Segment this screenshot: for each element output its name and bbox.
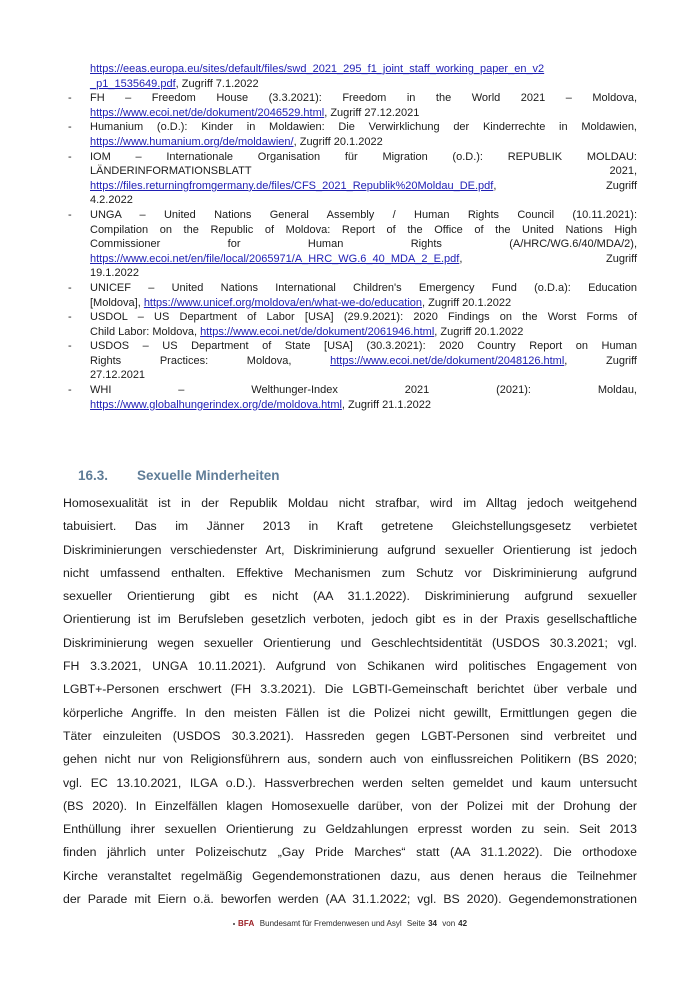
paragraph-line: (BS 2020). In Einzelfällen klagen Homosexuelle darüber, von der Polizei mit der Drohung der <box>63 798 637 813</box>
list-dash: - <box>68 121 72 134</box>
reference-item <box>68 339 637 383</box>
bfa-logo-icon <box>233 923 235 925</box>
reference-line: https://www.humanium.org/de/moldawien/, Zugriff 20.1.2022 <box>90 135 383 148</box>
footer-page-word: Seite <box>406 919 426 928</box>
paragraph-line: gehen nicht nur von Religionsführern aus, sondern auch von einflussreichen Politikern (BS 2020; <box>63 752 637 767</box>
reference-item <box>68 383 637 412</box>
reference-item <box>68 150 637 208</box>
section-number: 16.3. <box>78 468 109 483</box>
reference-link[interactable]: https://eeas.europa.eu/sites/default/files/swd_2021_295_f1_joint_staff_working_paper_en_v2 <box>90 63 545 75</box>
list-dash: - <box>68 208 72 221</box>
reference-item <box>68 281 637 310</box>
reference-line: UNGA – United Nations General Assembly / Human Rights Council (10.11.2021): <box>90 208 637 221</box>
reference-text <box>90 339 637 383</box>
paragraph-line: Kirche veranstaltet regelmäßig Gegendemonstrationen dazu, aus denen heraus die Teilnehmer <box>63 868 637 883</box>
paragraph-line: der Parade mit Eiern o.ä. beworfen werden (AA 31.1.2022; vgl. BS 2020). Gegendemonstrationen <box>63 892 637 907</box>
reference-line: _p1_1535649.pdf, Zugriff 7.1.2022 <box>90 77 259 90</box>
paragraph-line: Orientierung ist im Berufsleben gesetzlich verboten, jedoch gibt es in der Praxis gesellschaftliche <box>63 612 637 627</box>
list-dash: - <box>68 281 72 294</box>
paragraph-line: tabuisiert. Das im Jänner 2013 in Kraft getretene Gleichstellungsgesetz verbietet <box>63 519 637 534</box>
reference-line: 27.12.2021 <box>90 369 146 382</box>
reference-line: Humanium (o.D.): Kinder in Moldawien: Die Verwirklichung der Kinderrechte in Moldawien, <box>90 121 637 134</box>
reference-text <box>90 150 637 208</box>
reference-link[interactable]: https://www.ecoi.net/de/dokument/2061946.html <box>200 325 435 338</box>
reference-line: 4.2.2022 <box>90 194 133 207</box>
reference-text <box>90 208 637 281</box>
paragraph-line: Täter einzuleiten (USDOS 30.3.2021). Hassreden gegen LGBT-Personen sind verbreitet und <box>63 728 637 743</box>
paragraph-line: FH 3.3.2021, UNGA 10.11.2021). Aufgrund von Schikanen wird politisches Engagement von <box>63 659 637 674</box>
paragraph-line: vgl. EC 13.10.2021, ILGA o.D.). Hassverbrechen werden selten gemeldet und kaum untersucht <box>63 775 637 790</box>
reference-link[interactable]: _p1_1535649.pdf <box>90 77 176 90</box>
paragraph-line: Enthüllung ihrer sexuellen Orientierung zu Geldzahlungen erpresst worden zu sein. Seit 2013 <box>63 822 637 837</box>
list-dash: - <box>68 340 72 353</box>
reference-item <box>68 91 637 120</box>
paragraph-line: LGBT+-Personen erschwert (FH 3.3.2021). Die LGBTI-Gemeinschaft berichtet über verbale und <box>63 682 637 697</box>
reference-text <box>90 310 637 339</box>
reference-line: [Moldova], https://www.unicef.org/moldova/en/what-we-do/education, Zugriff 20.1.2022 <box>90 296 512 309</box>
reference-link[interactable]: https://www.globalhungerindex.org/de/moldova.html <box>90 398 342 411</box>
reference-line: Compilation on the Republic of Moldova: Report of the Office of the United Nations High <box>90 223 637 236</box>
paragraph-line: sexueller Orientierung gibt es nicht (AA 31.1.2022). Diskriminierung aufgrund sexueller <box>63 589 637 604</box>
reference-link[interactable]: https://www.ecoi.net/de/dokument/2046529.html <box>90 106 325 119</box>
paragraph-line: Homosexualität ist in der Republik Moldau nicht strafbar, wird im Alltag jedoch weitgehend <box>63 496 637 510</box>
list-dash: - <box>68 384 72 397</box>
reference-line: https://www.ecoi.net/en/file/local/2065971/A_HRC_WG.6_40_MDA_2_E.pdf, Zugriff <box>90 252 637 265</box>
reference-line: UNICEF – United Nations International Children's Emergency Fund (o.D.a): Education <box>90 281 637 294</box>
paragraph-line: körperliche Angriffe. In den meisten Fällen ist die Polizei nicht gewillt, Ermittlungen gegen die <box>63 705 637 720</box>
reference-text <box>90 120 637 149</box>
page-footer <box>0 919 700 929</box>
reference-item <box>68 120 637 149</box>
reference-item <box>68 208 637 281</box>
reference-line: USDOL – US Department of Labor [USA] (29.9.2021): 2020 Findings on the Worst Forms of <box>90 311 637 324</box>
paragraph-line: Diskriminierung wegen sexueller Orientierung und Geschlechtsidentität (USDOS 30.3.2021; vgl. <box>63 635 637 650</box>
reference-line: Commissioner for Human Rights (A/HRC/WG.6/40/MDA/2), <box>90 238 637 251</box>
reference-link[interactable]: https://www.humanium.org/de/moldawien/ <box>90 135 294 148</box>
footer-page-number: 34 <box>428 919 438 928</box>
footer-page-total: 42 <box>458 919 468 928</box>
reference-line: 19.1.2022 <box>90 267 139 280</box>
reference-text <box>90 91 637 120</box>
reference-link[interactable]: https://www.ecoi.net/en/file/local/2065971/A_HRC_WG.6_40_MDA_2_E.pdf <box>90 252 460 265</box>
reference-line <box>90 62 637 77</box>
paragraph-line: nicht umfassend enthalten. Effektive Mechanismen zum Schutz vor Diskriminierung aufgrund <box>63 565 637 580</box>
reference-text <box>90 383 637 412</box>
paragraph-line: finden jährlich unter Polizeischutz „Gay Pride Marches“ statt (AA 31.1.2022). Die orthodoxe <box>63 845 637 860</box>
reference-line: LÄNDERINFORMATIONSBLATT 2021, <box>90 165 637 178</box>
reference-link[interactable]: https://files.returningfromgermany.de/files/CFS_2021_Republik%20Moldau_DE.pdf <box>90 179 494 192</box>
body-paragraph <box>63 492 637 911</box>
list-dash: - <box>68 150 72 163</box>
reference-line: Rights Practices: Moldova, https://www.ecoi.net/de/dokument/2048126.html, Zugriff <box>90 354 637 367</box>
footer-of-word: von <box>442 919 456 928</box>
section-title: Sexuelle Minderheiten <box>137 468 280 483</box>
list-dash: - <box>68 92 72 105</box>
reference-item <box>68 62 637 91</box>
reference-line: https://www.ecoi.net/de/dokument/2046529.html, Zugriff 27.12.2021 <box>90 106 420 119</box>
reference-link[interactable]: https://www.unicef.org/moldova/en/what-we-do/education <box>143 296 423 309</box>
reference-line: FH – Freedom House (3.3.2021): Freedom in the World 2021 – Moldova, <box>90 92 637 105</box>
reference-link[interactable]: https://www.ecoi.net/de/dokument/2048126.html <box>330 354 565 367</box>
list-dash: - <box>68 311 72 324</box>
reference-line: Child Labor: Moldova, https://www.ecoi.net/de/dokument/2061946.html, Zugriff 20.1.2022 <box>90 325 524 338</box>
reference-item <box>68 310 637 339</box>
reference-list <box>68 62 637 412</box>
footer-org-name: Bundesamt für Fremdenwesen und Asyl <box>259 919 402 928</box>
reference-line: https://www.globalhungerindex.org/de/moldova.html, Zugriff 21.1.2022 <box>90 398 432 411</box>
reference-line: USDOS – US Department of State [USA] (30.3.2021): 2020 Country Report on Human <box>90 340 637 353</box>
reference-line: https://files.returningfromgermany.de/files/CFS_2021_Republik%20Moldau_DE.pdf, Zugriff <box>90 179 637 192</box>
bfa-logo-text: BFA <box>237 919 255 928</box>
reference-text <box>90 281 637 310</box>
reference-line: IOM – Internationale Organisation für Migration (o.D.): REPUBLIK MOLDAU: <box>90 150 637 163</box>
reference-text <box>90 62 637 91</box>
section-heading <box>78 468 280 483</box>
reference-line: WHI – Welthunger-Index 2021 (2021): Moldau, <box>90 384 637 397</box>
paragraph-line: Diskriminierungen verschiedenster Art, Diskriminierung aufgrund sexueller Orientierung ist jedoch <box>63 542 637 557</box>
